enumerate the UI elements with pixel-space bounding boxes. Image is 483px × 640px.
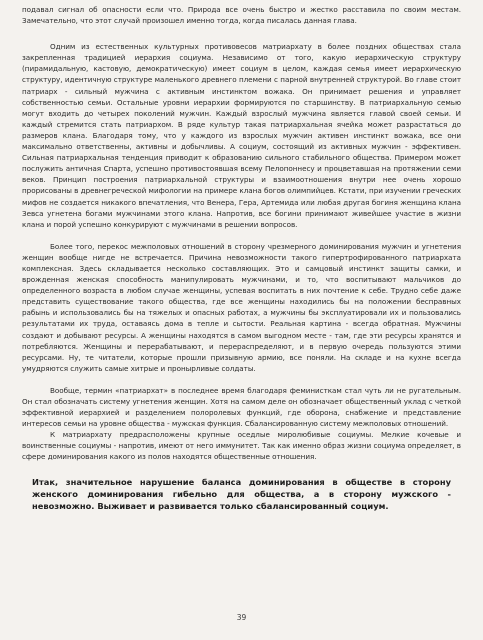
paragraph-imbalance: Более того, перекос межполовых отношений в сторону чрезмерного доминирования мужчин и угнетения женщин вообще нигде не встречается. Причина невозможности такого гипертрофированного патриархата комплексная. Здесь складывается несколько составляющих. Это и самцовый инстинкт защиты самки, и врожденная женская способность манипулировать мужчинами, и то, что воспитывают мальчиков до определенного возраста в любом случае женщины, успевая воспитать в них почтение к себе. Трудно себе даже представить существование такого общества, где все женщины находились бы на положении бесправных рабынь и использовались бы на тяжелых и опасных работах, а мужчины бы эксплуатировали их и пользовались результатами их труда, оставаясь дома в тепле и сытости. Реальная картина - всегда обратная. Мужчины создают и добывают ресурсы. А женщины находятся в самом выгодном месте - там, где эти ресурсы хранятся и потребляются. Женщины и перерабатывают, и перераспределяют, и в первую очередь пользуются этими ресурсами. Ну, те читатели, которые прошли призывную армию, все поняли. На складе и на кухне всегда умудряются служить самые хитрые и пронырливые солдаты. (22, 241, 461, 373)
paragraph-patriarchy-term: Вообще, термин «патриархат» в последнее время благодаря феминисткам стал чуть ли не ругательным. Он стал обозначать систему угнетения женщин. Хотя на самом деле он обозначает общественный уклад с четкой эффективной иерархией и разделением полоролевых функций, где оборона, снабжение и представление интересов семьи на уровне общества - мужская функция. Сбалансированную систему межполовых отношений. (22, 385, 461, 429)
paragraph-continuation: подавал сигнал об опасности если что. Природа все очень быстро и жестко расставила по своим местам. Замечательно, что этот случай произошел именно тогда, когда писалась данная глава. (22, 5, 461, 26)
paragraph-hierarchy: Одним из естественных культурных противовесов матриархату в более поздних обществах стала закрепленная традицией иерархия социума. Независимо от того, какую иерархическую структуру (пирамидальную, кастовую, демократическую) имеет социум в целом, каждая семья имеет иерархическую структуру, идентичную структуре маленького древнего племени с парной внутренней структурой. Во главе стоит патриарх - сильный мужчина с активным инстинктом вожака. Он принимает решения и управляет собственностью семьи. Остальные уровни иерархии формируются по старшинству. В патриархальную семью могут входить до четырех поколений мужчин. Каждый взрослый мужчина является главой своей семьи. И каждый стремится стать патриархом. В ряде культур такая патриархальная ячейка может разрастаться до размеров клана. Благодаря тому, что у каждого из взрослых мужчин активен инстинкт вожака, все они максимально ответственны, активны и добычливы. А социум, состоящий из активных мужчин - эффективен. Сильная патриархальная тенденция приводит к образованию сильного стабильного общества. Примером может послужить античная Спарта, успешно противостоявшая всему Пелопоннесу и процветавшая на протяжении семи веков. Принцип построения патриархальной структуры и взаимоотношения внутри нее очень хорошо прорисованы в древнегреческой мифологии на примере клана богов олимпийцев. Кстати, при изучении греческих мифов не создается никакого впечатления, что Венера, Гера, Артемида или любая другая богиня женщина клана Зевса угнетена богами мужчинами этого клана. Напротив, все богини принимают живейшее участие в жизни клана и порой успешно конкурируют с мужчинами в решении вопросов. (22, 42, 461, 229)
paragraph-matriarchy: К матриархату предрасположены крупные оседлые миролюбивые социумы. Мелкие кочевые и воинственные социумы - напротив, имеют от него иммунитет. Так как именно образ жизни социума определяет, в сфере доминирования какого из полов находятся общественные отношения. (22, 430, 461, 462)
page-number: 39 (236, 613, 247, 622)
conclusion-statement: Итак, значительное нарушение баланса доминирования в обществе в сторону женского доминирования гибельно для общества, а в сторону мужского - невозможно. Выживает и развивается только сбалансированный социум. (32, 476, 451, 511)
